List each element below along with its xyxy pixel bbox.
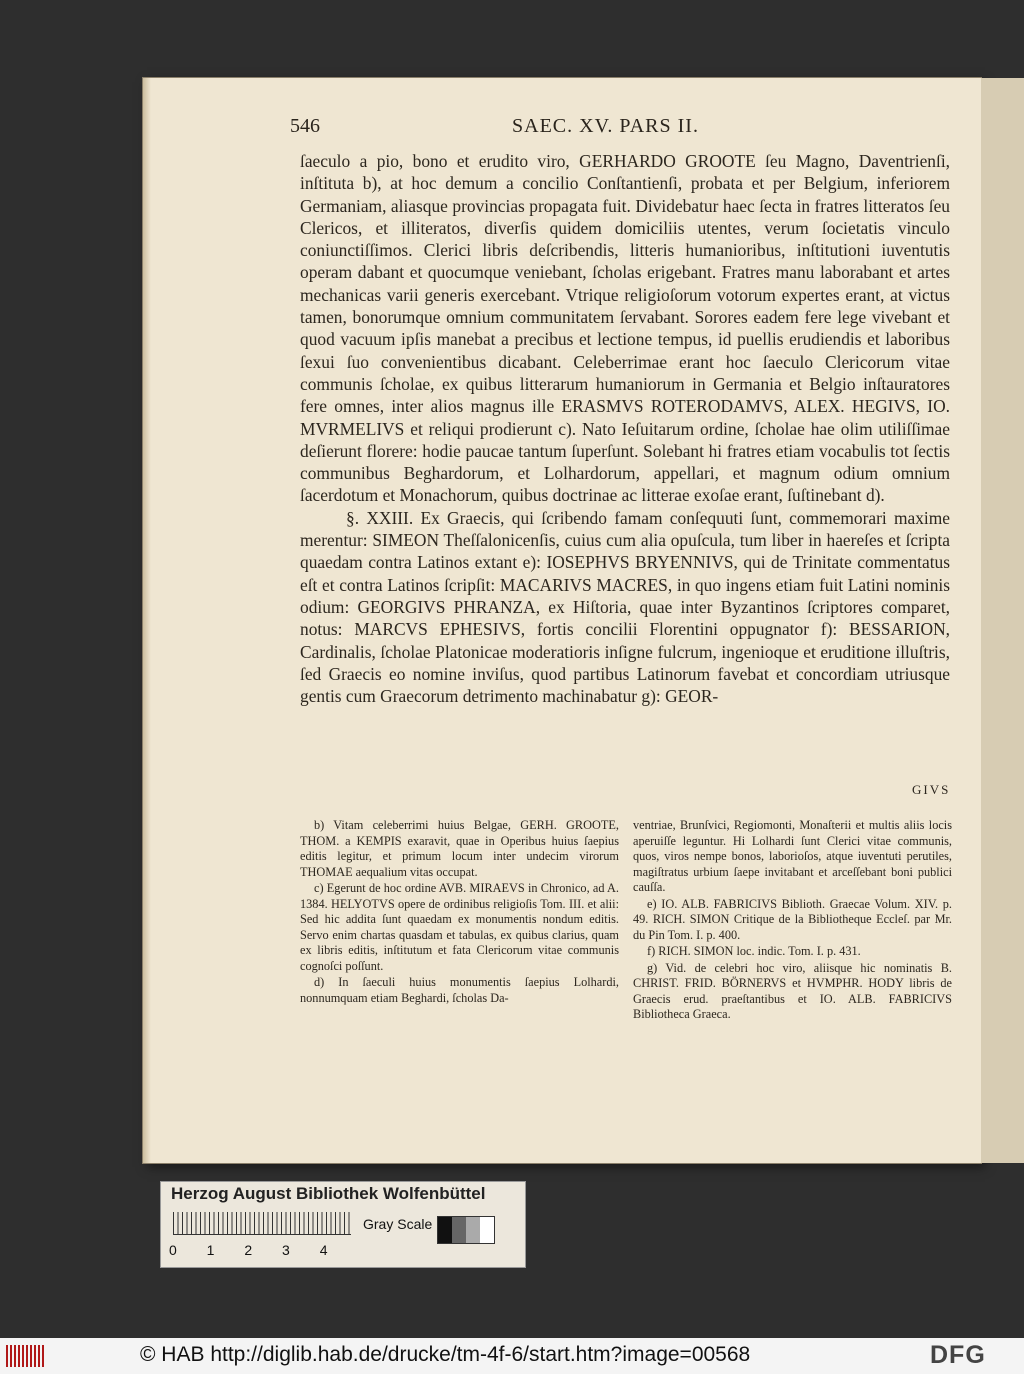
footnote-e: e) IO. ALB. FABRICIVS Biblioth. Graecae Volum. XIV. p. 49. RICH. SIMON Critique de la Bibliotheque Eccleſ. par Mr. du Pin Tom. I. p. 400. bbox=[633, 896, 952, 942]
ruler-scale bbox=[173, 1212, 351, 1235]
page-header bbox=[290, 115, 960, 145]
footnote-g: g) Vid. de celebri hoc viro, aliisque hic nominatis B. CHRIST. FRID. BÖRNERVS et HVMPHR. HODY libris de Graecis erud. praeſtantibus et IO. ALB. FABRICIVS Bibliotheca Graeca. bbox=[633, 960, 952, 1021]
hab-logo-icon bbox=[6, 1345, 44, 1367]
ruler-numbers: 0 1 2 3 4 bbox=[169, 1242, 328, 1258]
running-head: SAEC. XV. PARS II. bbox=[512, 115, 699, 137]
library-color-plate bbox=[160, 1181, 526, 1268]
footnotes-left-column bbox=[300, 818, 619, 1024]
footnotes-right-column bbox=[633, 818, 952, 1024]
footnote-c: c) Egerunt de hoc ordine AVB. MIRAEVS in Chronico, ad A. 1384. HELYOTVS opere de ordinibus religioſis Tom. III. et alii: Sed hic addita ſunt quaedam ex monumentis nondum editis. Servo enim chartas quasdam et tabulas, ex quibus clarius, quam ex libris editis, inſtitutum et fata Clericorum vitae communis cognoſci poſſunt. bbox=[300, 881, 619, 973]
paragraph-section-xxiii: §. XXIII. Ex Graecis, qui ſcribendo famam conſequuti ſunt, commemorari maxime merentur: SIMEON Theſſalonicenſis, cuius cum alia opuſcula, tum liber in haereſes et ſcripta quaedam contra Latinos extant e): IOSEPHVS BRYENNIVS, qui de Trinitate commentatus eſt et contra Latinos ſcripſit: MACARIVS MACRES, in quo ingens etiam fuit Latini nominis odium: GEORGIVS PHRANZA, ex Hiſtoria, quae inter Byzantinos ſcriptores comparet, notus: MARCVS EPHESIVS, fortis concilii Florentini oppugnator f): BESSARION, Cardinalis, ſcholae Platonicae moderatioris inſigne fulcrum, ingenioque et eruditione illuſtris, ſed Graecis eo nomine inviſus, quod partibus Latinorum favebat et concordiam utriusque gentis cum Graecorum detrimento machinabatur g): GEOR- bbox=[300, 507, 950, 707]
facing-page-edge bbox=[981, 78, 1024, 1163]
library-name: Herzog August Bibliothek Wolfenbüttel bbox=[171, 1184, 486, 1203]
catchword: GIVS bbox=[912, 782, 951, 797]
page-number: 546 bbox=[290, 115, 320, 137]
source-url[interactable]: © HAB http://diglib.hab.de/drucke/tm-4f-6/start.htm?image=00568 bbox=[140, 1343, 751, 1366]
gray-scale-swatch bbox=[437, 1216, 495, 1244]
page-gutter bbox=[143, 78, 151, 1163]
footnote-f: f) RICH. SIMON loc. indic. Tom. I. p. 431. bbox=[647, 944, 861, 958]
paragraph-1: ſaeculo a pio, bono et erudito viro, GERHARDO GROOTE ſeu Magno, Daventrienſi, inſtituta b), at hoc demum a concilio Conſtantienſi, probata et per Belgium, inferiorem Germaniam, aliasque provincias propagata fuit. Dividebatur haec ſecta in fratres litteratos ſeu Clericos, et illiteratos, diverſis quidem domiciliis utentes, verum ſocietatis vinculo coniunctiſſimos. Clerici libris deſcribendis, litteris humanioribus, inſtitutioni iuventutis operam dabant et quocumque veniebant, ſcholas erigebant. Fratres manu laborabant et artes mechanicas varii generis exercebant. Vtrique religioſorum votorum expertes erant, at victus tamen, bonorumque omnium communitatem ſervabant. Sorores eadem fere lege vivebant et quod vacuum ipſis manebat a precibus et lectione tempus, id puellis erudiendis et laboribus ſexui ſuo convenientibus dicabant. Celeberrimae erant hoc ſaeculo Clericorum vitae communis ſcholae, ex quibus litterarum humaniorum in Germania et Belgio inſtauratores fere omnes, inter alios magnus ille ERASMVS ROTERODAMVS, ALEX. HEGIVS, IO. MVRMELIVS et reliqui prodierunt c). Nato Ieſuitarum ordine, ſcholae hae olim utiliſſimae deſierunt florere: hodie paucae tantum ſuperſunt. Solebant hi fratres etiam vocabulis tot ſectis communibus Beghardorum, et Lolhardorum, appellari, et magnum odium omnium ſacerdotum et Monachorum, quibus doctrinae ac litterae exoſae erant, ſuſtinebant d). bbox=[300, 151, 950, 506]
footnote-b: b) Vitam celeberrimi huius Belgae, GERH. GROOTE, THOM. a KEMPIS exaravit, quae in Operibus huius ſaepius editis legitur, et primum locum inter undecim virorum THOMAE aequalium vitas occupat. bbox=[300, 818, 619, 879]
dfg-logo: DFG bbox=[930, 1341, 986, 1369]
gray-scale-label: Gray Scale bbox=[363, 1216, 433, 1232]
main-text bbox=[300, 150, 950, 707]
footnote-d: d) In ſaeculi huius monumentis ſaepius Lolhardi, nonnumquam etiam Beghardi, ſcholas Da- bbox=[300, 975, 619, 1005]
viewer-footer bbox=[0, 1338, 1024, 1374]
footnotes bbox=[300, 818, 952, 1024]
footnote-d-cont: ventriae, Brunſvici, Regiomonti, Monaſterii et multis aliis locis aperuiſſe leguntur. Hi Lolhardi ſunt Clerici vitae communis, quos, viros nempe bonos, laborioſos, atque iuventuti perutiles, magiſtratus urbium ſaepe invitabant et arceſſebant boni publici cauſſa. bbox=[633, 818, 952, 894]
